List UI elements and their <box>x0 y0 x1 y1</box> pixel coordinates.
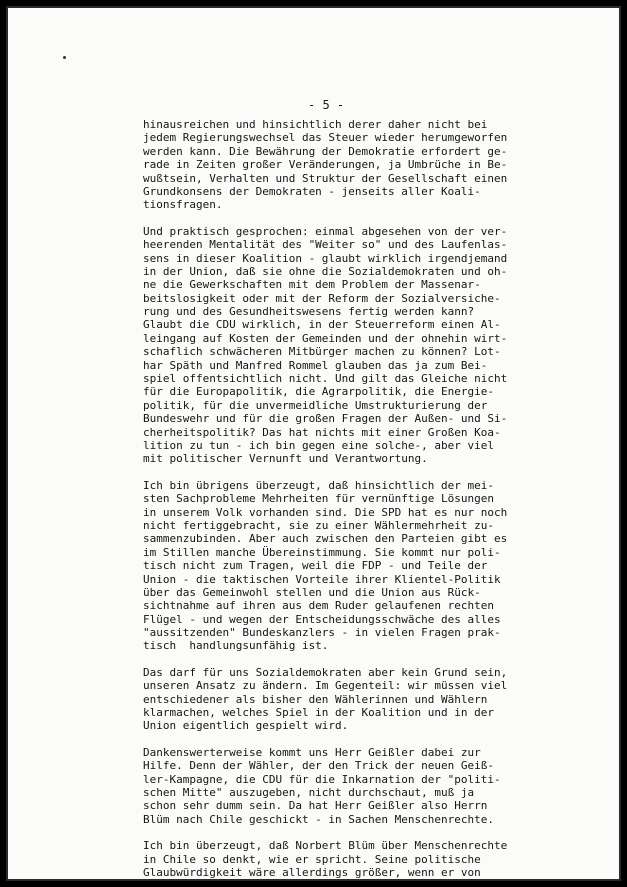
text-line: nicht fertiggebracht, sie zu einer Wählermehrheit zu- <box>143 518 494 532</box>
text-line: Bundeswehr und für die großen Fragen der Außen- und Si- <box>143 412 508 426</box>
paragraph <box>143 118 598 212</box>
text-line: Ich bin überzeugt, daß Norbert Blüm über Menschenrechte <box>143 839 508 853</box>
text-line: beitslosigkeit oder mit der Reform der Sozialversiche- <box>143 291 501 305</box>
text-line: jedem Regierungswechsel das Steuer wieder herumgeworfen <box>143 131 508 145</box>
paragraph <box>143 479 598 653</box>
text-line: klarmachen, welches Spiel in der Koalition und in der <box>143 706 494 720</box>
text-line: ne die Gewerkschaften mit dem Problem der Massenar- <box>143 278 481 292</box>
text-line: lition zu tun - ich bin gegen eine solche-, aber viel <box>143 438 494 452</box>
text-line: entschiedener als bisher den Wählerinnen und Wählern <box>143 692 488 706</box>
text-line: in der Union, daß sie ohne die Sozialdemokraten und oh- <box>143 264 508 278</box>
body-text <box>143 118 598 881</box>
text-line: werden kann. Die Bewährung der Demokratie erfordert ge- <box>143 144 508 158</box>
text-line: Das darf für uns Sozialdemokraten aber kein Grund sein, <box>143 665 508 679</box>
text-line: Glaubwürdigkeit wäre allerdings größer, wenn er von <box>143 865 481 879</box>
text-line: für die Europapolitik, die Agrarpolitik, die Energie- <box>143 385 494 399</box>
paragraph <box>143 839 598 879</box>
text-line: sens in dieser Koalition - glaubt wirklich irgendjemand <box>143 251 508 265</box>
text-line: cherheitspolitik? Das hat nichts mit einer Großen Koa- <box>143 425 501 439</box>
paragraph <box>143 746 598 826</box>
paragraph <box>143 225 598 466</box>
text-line: sichtnahme auf ihren aus dem Ruder gelaufenen rechten <box>143 599 494 613</box>
text-line: har Späth und Manfred Rommel glauben das ja zum Bei- <box>143 358 488 372</box>
text-line: Ich bin übrigens überzeugt, daß hinsichtlich der mei- <box>143 478 494 492</box>
text-line: Hilfe. Denn der Wähler, der den Trick der neuen Geiß- <box>143 759 494 773</box>
text-line: tisch nicht zum Tragen, weil die FDP - und Teile der <box>143 559 488 573</box>
text-line: rung und des Gesundheitswesens fertig werden kann? <box>143 305 475 319</box>
text-line: rade in Zeiten großer Veränderungen, ja Umbrüche in Be- <box>143 158 508 172</box>
text-line: spiel offentsichtlich nicht. Und gilt das Gleiche nicht <box>143 372 508 386</box>
text-line: Union - die taktischen Vorteile ihrer Klientel-Politik <box>143 572 501 586</box>
text-line: in unserem Volk vorhanden sind. Die SPD hat es nur noch <box>143 505 508 519</box>
text-line: ler-Kampagne, die CDU für die Inkarnation der "politi- <box>143 772 501 786</box>
text-line: heerenden Mentalität des "Weiter so" und des Laufenlas- <box>143 238 508 252</box>
paragraph <box>143 666 598 733</box>
text-line: Und praktisch gesprochen: einmal abgesehen von der ver- <box>143 224 508 238</box>
text-line: hinausreichen und hinsichtlich derer daher nicht bei <box>143 118 488 131</box>
text-line: Dankenswerterweise kommt uns Herr Geißler dabei zur <box>143 745 481 759</box>
text-line: tionsfragen. <box>143 198 223 212</box>
text-line: über das Gemeinwohl stellen und die Union aus Rück- <box>143 585 481 599</box>
text-line: in Chile so denkt, wie er spricht. Seine politische <box>143 852 481 866</box>
scan-speck <box>63 56 66 59</box>
text-line: mit politischer Vernunft und Verantwortung. <box>143 452 428 466</box>
page-number: - 5 - <box>308 98 345 112</box>
document-page <box>6 6 621 881</box>
text-line: politik, für die unvermeidliche Umstrukturierung der <box>143 398 488 412</box>
text-line: Blüm nach Chile geschickt - in Sachen Menschenrechte. <box>143 812 494 826</box>
text-line: Grundkonsens der Demokraten - jenseits aller Koali- <box>143 184 481 198</box>
text-line: schon sehr dumm sein. Da hat Herr Geißler also Herrn <box>143 799 488 813</box>
text-line: wußtsein, Verhalten und Struktur der Gesellschaft einen <box>143 171 508 185</box>
text-line: Flügel - und wegen der Entscheidungsschwäche des alles <box>143 612 501 626</box>
text-line: "aussitzenden" Bundeskanzlers - in vielen Fragen prak- <box>143 626 501 640</box>
text-line: unseren Ansatz zu ändern. Im Gegenteil: wir müssen viel <box>143 679 508 693</box>
text-line: Glaubt die CDU wirklich, in der Steuerreform einen Al- <box>143 318 501 332</box>
text-line: Union eigentlich gespielt wird. <box>143 719 349 733</box>
text-line: sammenzubinden. Aber auch zwischen den Parteien gibt es <box>143 532 508 546</box>
text-line: schaflich schwächeren Mitbürger machen zu können? Lot- <box>143 345 501 359</box>
text-line: tisch handlungsunfähig ist. <box>143 639 329 653</box>
text-line: schen Mitte" auszugeben, nicht durchschaut, muß ja <box>143 785 475 799</box>
text-line: sten Sachprobleme Mehrheiten für vernünftige Lösungen <box>143 492 494 506</box>
text-line: im Stillen manche Übereinstimmung. Sie kommt nur poli- <box>143 545 501 559</box>
text-line: leingang auf Kosten der Gemeinden und der ohnehin wirt- <box>143 331 508 345</box>
